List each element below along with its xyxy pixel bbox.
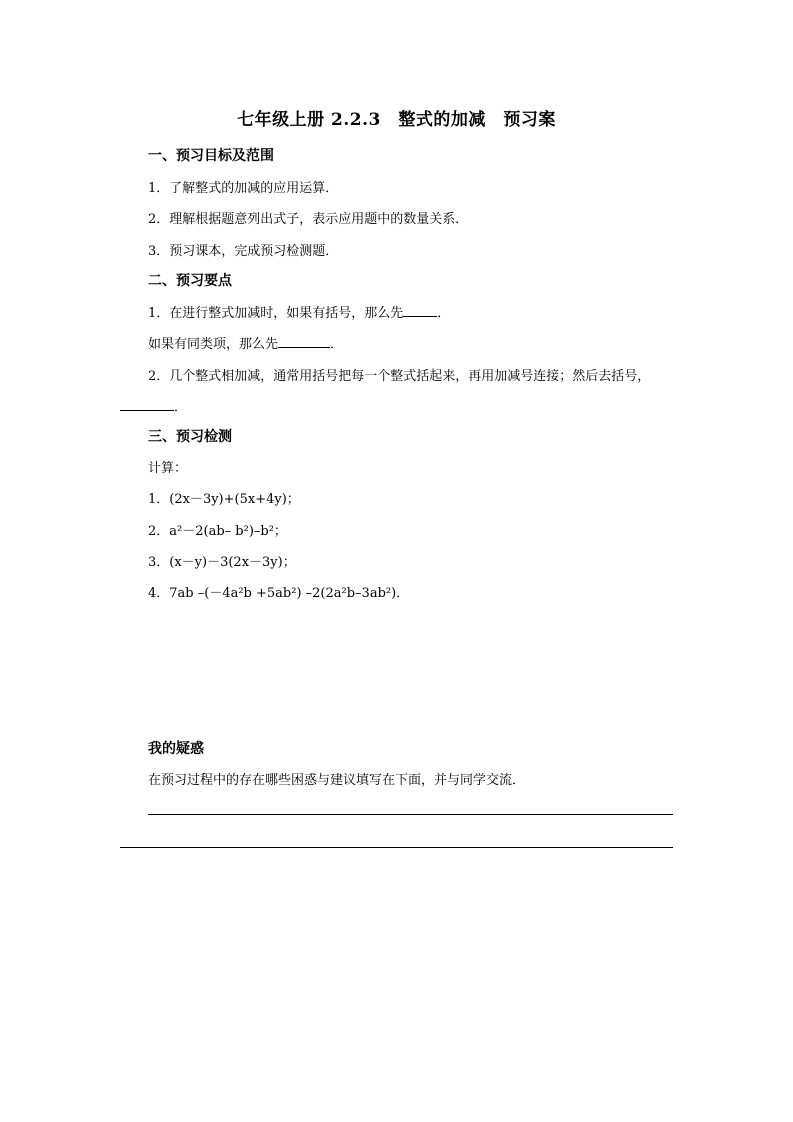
section2-item-1b [148, 333, 343, 352]
problem-1: 1．(2x－3y)+(5x+4y)； [148, 492, 300, 507]
page-title: 七年级上册 2.2.3 整式的加减 预习案 [237, 110, 556, 130]
section2-item-1 [148, 302, 450, 321]
problem-3: 3．(x－y)－3(2x－3y)； [148, 555, 296, 570]
section3-intro: 计算： [148, 461, 188, 476]
answer-line-2[interactable] [120, 847, 673, 848]
answer-blank-3[interactable] [120, 398, 174, 411]
section2-item-1-text: 1．在进行整式加减时，如果有括号，那么先 [148, 306, 404, 321]
section1-item-3: 3．预习课本，完成预习检测题． [148, 244, 339, 259]
section1-item-2: 2．理解根据题意列出式子，表示应用题中的数量关系． [148, 212, 469, 227]
doubts-text: 在预习过程中的存在哪些困惑与建议填写在下面，并与同学交流． [148, 773, 526, 788]
answer-blank-2[interactable] [278, 335, 330, 348]
section3-heading: 三、预习检测 [148, 429, 232, 445]
section2-item-2: 2．几个整式相加减，通常用括号把每一个整式括起来，再用加减号连接；然后去括号， [148, 369, 651, 384]
doubts-heading: 我的疑惑 [148, 741, 204, 757]
section1-heading: 一、预习目标及范围 [148, 148, 274, 164]
section2-item-2-end: ． [174, 400, 188, 415]
section2-item-1b-text: 如果有同类项，那么先 [148, 337, 279, 352]
section1-item-1: 1．了解整式的加减的应用运算． [148, 181, 339, 196]
section2-item-1-end: ． [437, 306, 451, 321]
section2-item-1b-end: ． [330, 337, 344, 352]
answer-blank-1[interactable] [403, 304, 437, 317]
section2-item-2-answer [120, 396, 187, 415]
section2-heading: 二、预习要点 [148, 273, 232, 289]
answer-line-1[interactable] [148, 814, 673, 815]
problem-4: 4．7ab –(－4a²b +5ab²) –2(2a²b–3ab²)． [148, 586, 410, 601]
problem-2: 2．a²－2(ab– b²)–b²； [148, 524, 287, 539]
